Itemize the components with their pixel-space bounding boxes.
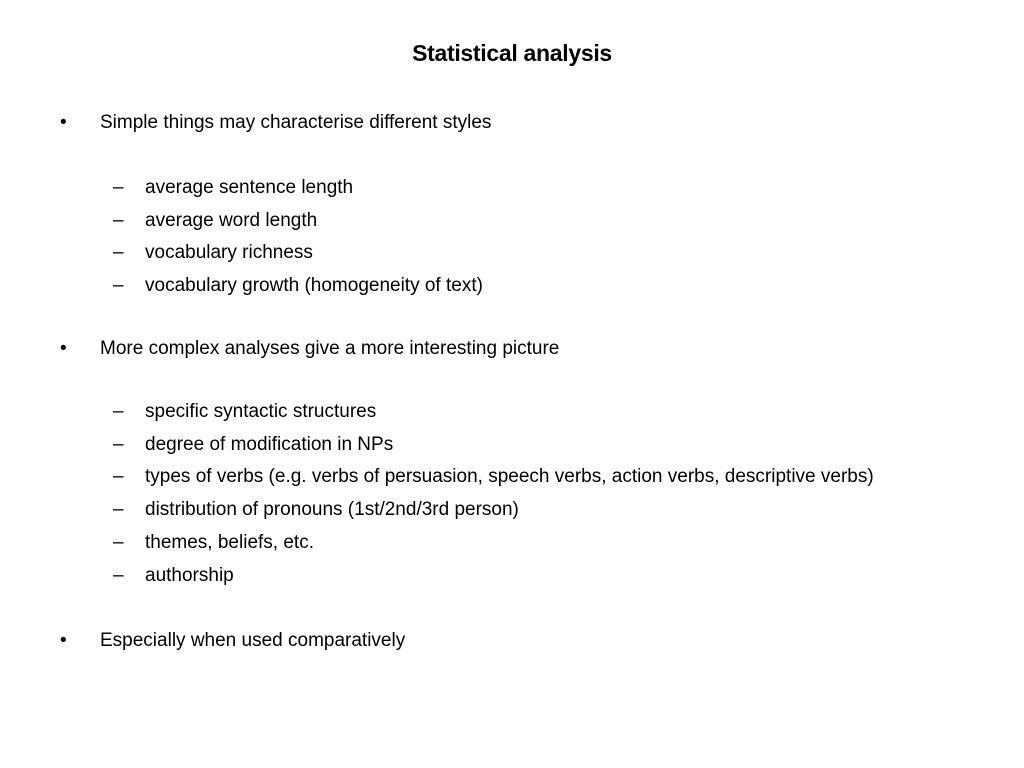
sub-point-text: vocabulary richness: [145, 242, 313, 263]
dash-icon: –: [113, 210, 124, 231]
sub-point-text: distribution of pronouns (1st/2nd/3rd person): [145, 499, 519, 520]
sub-point-text: specific syntactic structures: [145, 401, 377, 422]
dash-icon: –: [113, 532, 124, 553]
sub-point-text: themes, beliefs, etc.: [145, 532, 314, 553]
slide-title: Statistical analysis: [412, 40, 612, 66]
sub-point-text: types of verbs (e.g. verbs of persuasion, speech verbs, action verbs, descriptive verbs): [145, 466, 874, 487]
bullet-text: Especially when used comparatively: [100, 630, 406, 651]
dash-icon: –: [113, 401, 124, 422]
dash-icon: –: [113, 275, 124, 296]
sub-point-text: average sentence length: [145, 177, 354, 198]
dash-icon: –: [113, 242, 124, 263]
dash-icon: –: [113, 466, 124, 487]
dash-icon: –: [113, 499, 124, 520]
sub-point-text: authorship: [145, 565, 234, 586]
sub-point-text: degree of modification in NPs: [145, 434, 394, 455]
dash-icon: –: [113, 434, 124, 455]
bullet-icon: •: [60, 112, 67, 133]
bullet-icon: •: [60, 630, 67, 651]
bullet-text: More complex analyses give a more interesting picture: [100, 338, 560, 359]
sub-point-text: vocabulary growth (homogeneity of text): [145, 275, 483, 296]
dash-icon: –: [113, 177, 124, 198]
sub-point-text: average word length: [145, 210, 318, 231]
bullet-icon: •: [60, 338, 67, 359]
bullet-text: Simple things may characterise different styles: [100, 112, 492, 133]
dash-icon: –: [113, 565, 124, 586]
